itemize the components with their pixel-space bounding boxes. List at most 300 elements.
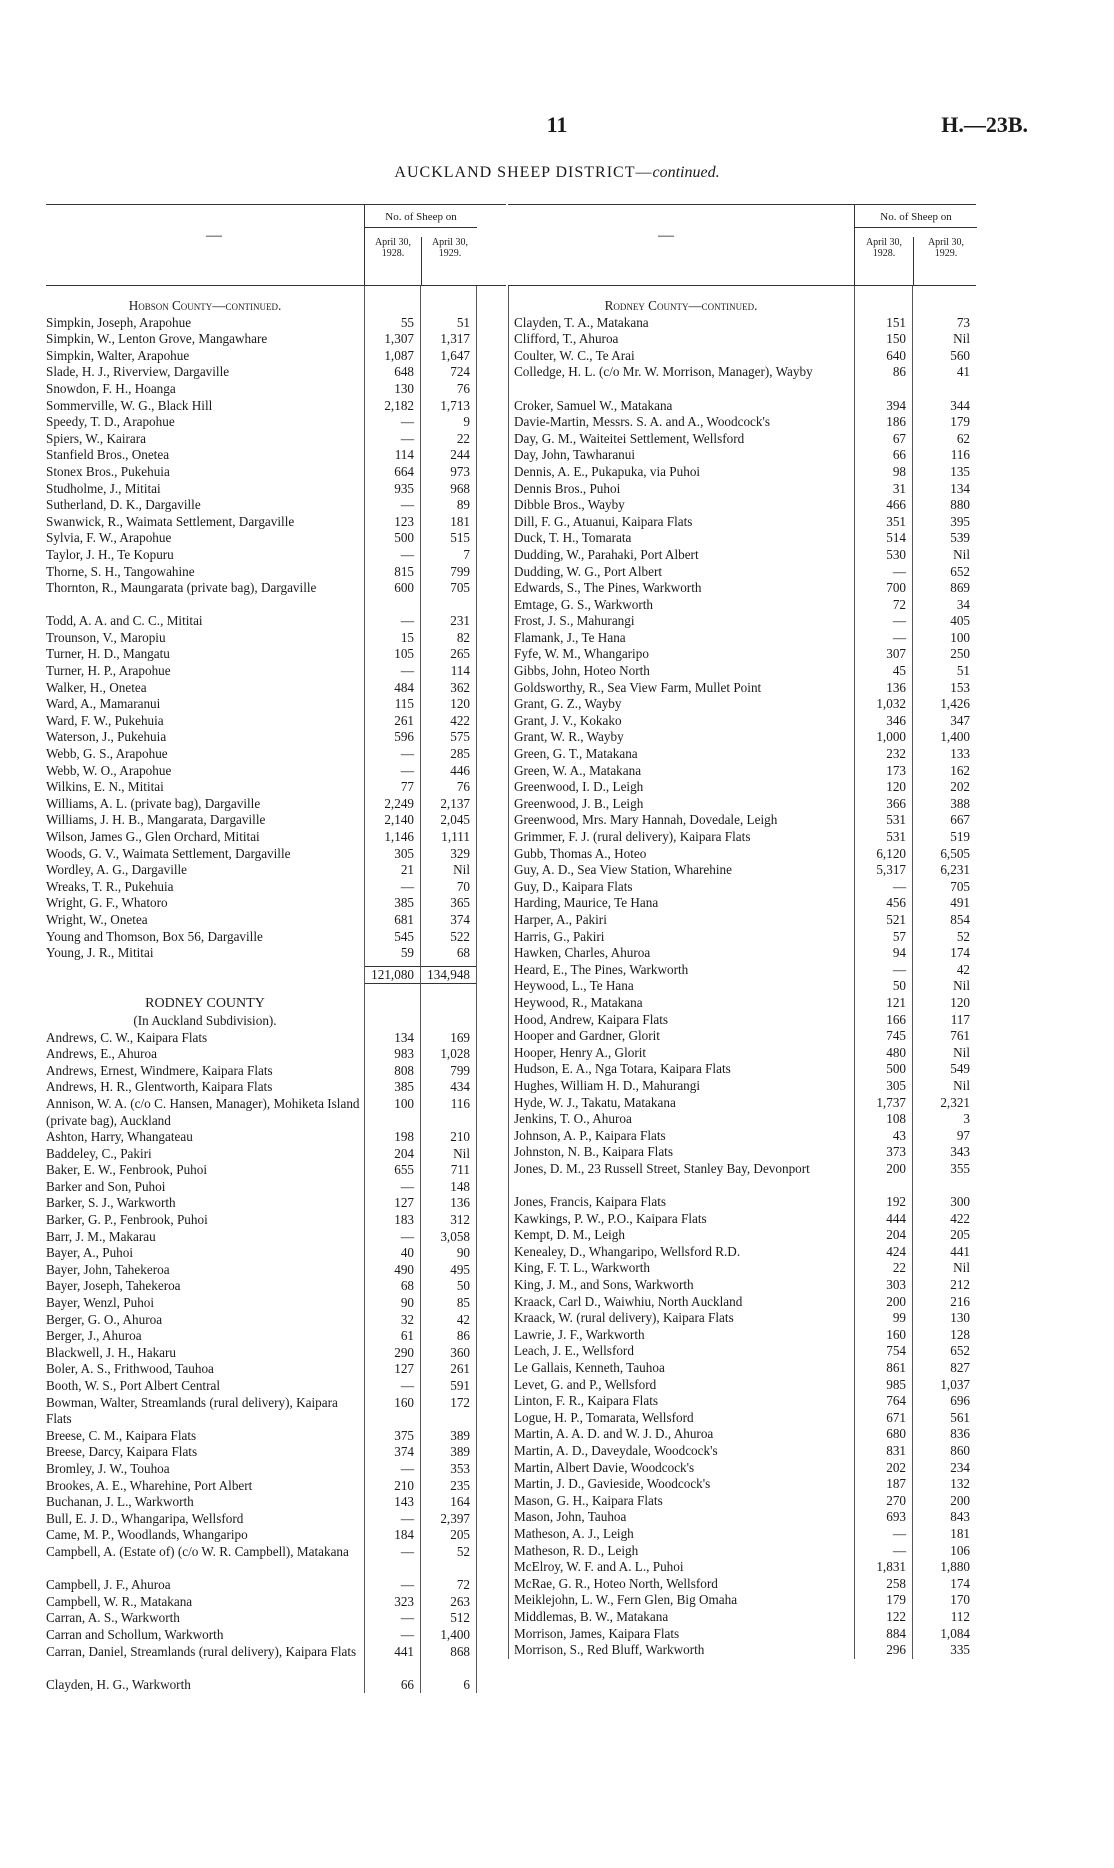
- table-row: [46, 945, 506, 962]
- table-row: [508, 1061, 976, 1078]
- sheep-1928: 210: [394, 1477, 414, 1493]
- holder-name: Bayer, Wenzl, Puhoi: [46, 1295, 155, 1311]
- sheep-1928: —: [892, 629, 906, 645]
- sheep-1928: 983: [394, 1046, 414, 1062]
- table-row: [508, 398, 976, 415]
- sheep-1929: 362: [450, 679, 470, 695]
- holder-name: Goldsworthy, R., Sea View Farm, Mullet Point: [514, 679, 762, 695]
- sheep-count-header: [364, 205, 477, 285]
- holder-name: Swanwick, R., Waimata Settlement, Dargaville: [46, 513, 295, 529]
- sheep-1929: 2,137: [440, 795, 470, 811]
- col-1928-header: April 30, 1928.: [374, 237, 412, 259]
- sheep-1929: Nil: [953, 1044, 970, 1060]
- table-row: [508, 879, 976, 896]
- sheep-1929: 250: [950, 646, 970, 662]
- sheep-1929: 560: [950, 347, 970, 363]
- sheep-1929: 405: [950, 613, 970, 629]
- sheep-1929: 51: [956, 663, 970, 679]
- sheep-1928: 764: [886, 1393, 906, 1409]
- sheep-1928: —: [892, 878, 906, 894]
- sheep-1928: —: [400, 1378, 414, 1393]
- sheep-1929: 202: [950, 779, 970, 795]
- sheep-1929: 73: [956, 314, 970, 330]
- sheep-1928: 204: [394, 1145, 414, 1161]
- sheep-1928: 59: [400, 945, 414, 961]
- sheep-1929: 434: [450, 1079, 470, 1095]
- holder-name: Kawkings, P. W., P.O., Kaipara Flats: [514, 1210, 707, 1226]
- sheep-1928: 831: [886, 1442, 906, 1458]
- holder-name: Greenwood, Mrs. Mary Hannah, Dovedale, Leigh: [514, 812, 778, 828]
- sheep-1928: 303: [886, 1277, 906, 1293]
- sheep-1929: 395: [950, 513, 970, 529]
- sheep-1929: 34: [956, 596, 970, 612]
- sheep-1929: 205: [950, 1227, 970, 1243]
- table-row: [508, 812, 976, 829]
- holder-name: Carran, A. S., Warkworth: [46, 1610, 180, 1626]
- holder-name: Walker, H., Onetea: [46, 679, 147, 695]
- holder-name: Andrews, E., Ahuroa: [46, 1046, 157, 1062]
- table-row: [46, 1129, 506, 1146]
- sheep-1929: 1,317: [440, 331, 470, 347]
- sheep-1928: 307: [886, 646, 906, 662]
- holder-name: Morrison, S., Red Bluff, Warkworth: [514, 1642, 705, 1658]
- sheep-1928: 1,737: [876, 1094, 906, 1110]
- table-row: [508, 1410, 976, 1427]
- sheep-1928: 204: [886, 1227, 906, 1243]
- sheep-1928: 1,831: [876, 1559, 906, 1575]
- sheep-1928: 305: [886, 1077, 906, 1093]
- sheep-1929: 263: [450, 1593, 470, 1609]
- sheep-1928: 2,140: [384, 812, 414, 828]
- sheep-1929: 389: [450, 1427, 470, 1443]
- table-row: [46, 1096, 506, 1129]
- table-row: [508, 331, 976, 348]
- holder-name: Ward, F. W., Pukehuia: [46, 712, 164, 728]
- table-row: [508, 1028, 976, 1045]
- holder-name: Barr, J. M., Makarau: [46, 1228, 156, 1244]
- sheep-1928: 385: [394, 895, 414, 911]
- sheep-1928: 884: [886, 1625, 906, 1641]
- sheep-1929: 561: [950, 1409, 970, 1425]
- holder-name: Simpkin, Joseph, Arapohue: [46, 314, 192, 330]
- holder-name: Kraack, W. (rural delivery), Kaipara Flats: [514, 1310, 734, 1326]
- sheep-1928: 514: [886, 530, 906, 546]
- table-row: [46, 1245, 506, 1262]
- holder-name: Harper, A., Pakiri: [514, 911, 607, 927]
- sheep-1929: 212: [950, 1277, 970, 1293]
- holder-name: Andrews, Ernest, Windmere, Kaipara Flats: [46, 1062, 273, 1078]
- sheep-1928: 22: [892, 1260, 906, 1276]
- sheep-1928: 640: [886, 347, 906, 363]
- sheep-1928: 151: [886, 314, 906, 330]
- sheep-1929: 174: [950, 945, 970, 961]
- holder-name: Clayden, T. A., Matakana: [514, 314, 649, 330]
- sheep-1928: 66: [400, 1676, 414, 1692]
- sheep-1928: 67: [892, 430, 906, 446]
- sheep-1929: 234: [950, 1459, 970, 1475]
- table-row: [46, 746, 506, 763]
- sheep-1929: 72: [456, 1577, 470, 1593]
- holder-name: Flamank, J., Te Hana: [514, 629, 626, 645]
- sheep-1928: 50: [892, 978, 906, 994]
- sheep-1929: 216: [950, 1293, 970, 1309]
- table-row: [508, 1592, 976, 1609]
- table-row: [46, 1544, 506, 1577]
- sheep-1928: 173: [886, 762, 906, 778]
- table-row: [508, 846, 976, 863]
- sheep-1929: 135: [950, 463, 970, 479]
- sheep-1929: 134: [950, 480, 970, 496]
- sheep-1929: 1,111: [441, 829, 470, 844]
- table-row: [508, 995, 976, 1012]
- sheep-1928: 296: [886, 1642, 906, 1658]
- sheep-1928: 86: [892, 364, 906, 380]
- sheep-1928: 545: [394, 928, 414, 944]
- table-row: [508, 680, 976, 697]
- sheep-1928: —: [892, 1542, 906, 1558]
- sheep-1928: —: [400, 1626, 414, 1642]
- table-row: [46, 829, 506, 846]
- table-row: [508, 1260, 976, 1277]
- holder-name: Grant, G. Z., Wayby: [514, 696, 622, 712]
- holder-name: Booth, W. S., Port Albert Central: [46, 1378, 221, 1393]
- sheep-1928: 441: [394, 1643, 414, 1659]
- holder-name: Breese, C. M., Kaipara Flats: [46, 1427, 197, 1443]
- sheep-1929: 347: [950, 712, 970, 728]
- sheep-1928: 424: [886, 1243, 906, 1259]
- table-row: [46, 564, 506, 581]
- sheep-1928: 754: [886, 1343, 906, 1359]
- sheep-1928: 100: [394, 1095, 414, 1111]
- sheep-1928: 130: [394, 380, 414, 396]
- sheep-1928: 120: [886, 779, 906, 795]
- table-row: [508, 447, 976, 464]
- table-row: [46, 1345, 506, 1362]
- table-row: [46, 1395, 506, 1428]
- col-1929-header: April 30, 1929.: [913, 237, 978, 285]
- table-row: [46, 497, 506, 514]
- holder-name: Waterson, J., Pukehuia: [46, 729, 167, 745]
- sheep-1928: 815: [394, 563, 414, 579]
- holder-name: Barker, S. J., Warkworth: [46, 1195, 176, 1211]
- table-row: [508, 1609, 976, 1626]
- sheep-1928: 484: [394, 679, 414, 695]
- sheep-1928: 136: [886, 679, 906, 695]
- sheep-1929: Nil: [953, 331, 970, 347]
- sheep-1928: —: [892, 563, 906, 579]
- sheep-1928: 200: [886, 1160, 906, 1176]
- sheep-1928: —: [400, 1460, 414, 1476]
- table-row: [508, 746, 976, 763]
- holder-name: Linton, F. R., Kaipara Flats: [514, 1393, 658, 1409]
- sheep-1928: 179: [886, 1592, 906, 1608]
- sheep-1928: —: [400, 663, 414, 679]
- holder-name: Gibbs, John, Hoteo North: [514, 663, 650, 679]
- holder-name: Bowman, Walter, Streamlands (rural delivery), Kaipara Flats: [46, 1394, 338, 1427]
- sheep-1928: 1,087: [384, 347, 414, 363]
- sheep-1928: 198: [394, 1129, 414, 1145]
- sheep-1929: 1,037: [940, 1376, 970, 1392]
- holder-name: Sylvia, F. W., Arapohue: [46, 530, 172, 546]
- sheep-1929: 365: [450, 895, 470, 911]
- holder-name: Logue, H. P., Tomarata, Wellsford: [514, 1409, 694, 1425]
- holder-name: Greenwood, I. D., Leigh: [514, 779, 644, 795]
- table-row: [46, 1577, 506, 1594]
- sheep-1928: 531: [886, 829, 906, 844]
- sheep-1929: 205: [450, 1527, 470, 1543]
- holder-name: Sutherland, D. K., Dargaville: [46, 497, 201, 513]
- sheep-1929: 41: [956, 364, 970, 380]
- sheep-1928: —: [400, 1178, 414, 1194]
- sheep-1929: 549: [950, 1061, 970, 1077]
- page-title: [0, 164, 1114, 182]
- sheep-1929: 162: [950, 762, 970, 778]
- sheep-1928: 700: [886, 580, 906, 596]
- holder-name: Middlemas, B. W., Matakana: [514, 1608, 669, 1624]
- sheep-1929: 116: [450, 1095, 470, 1111]
- sheep-1928: —: [400, 546, 414, 562]
- table-row: [508, 862, 976, 879]
- sheep-1929: Nil: [953, 546, 970, 562]
- sheep-1928: 15: [400, 629, 414, 645]
- table-row: [46, 912, 506, 929]
- sheep-1929: 42: [956, 961, 970, 977]
- sheep-1929: 6: [463, 1676, 470, 1692]
- holder-name: Levet, G. and P., Wellsford: [514, 1376, 657, 1392]
- table-row: [508, 646, 976, 663]
- sheep-1928: 143: [394, 1494, 414, 1510]
- sheep-1929: 120: [450, 696, 470, 712]
- sheep-1928: —: [892, 1525, 906, 1541]
- sheep-1929: Nil: [453, 1145, 470, 1161]
- holder-name: Dudding, W. G., Port Albert: [514, 563, 662, 579]
- table-row: [508, 1443, 976, 1460]
- table-row: [508, 945, 976, 962]
- holder-name: Mason, G. H., Kaipara Flats: [514, 1492, 663, 1508]
- table-row: [46, 729, 506, 746]
- sheep-1928: 394: [886, 397, 906, 413]
- sheep-1928: 127: [394, 1361, 414, 1377]
- table-row: [508, 364, 976, 397]
- sheep-1929: 261: [450, 1361, 470, 1377]
- holder-name: Grimmer, F. J. (rural delivery), Kaipara Flats: [514, 829, 751, 844]
- sheep-1929: 2,045: [440, 812, 470, 828]
- holder-name: Harding, Maurice, Te Hana: [514, 895, 659, 911]
- sheep-1929: 112: [950, 1608, 970, 1624]
- table-row: [46, 1627, 506, 1644]
- sheep-1928: 150: [886, 331, 906, 347]
- sheep-1929: 148: [450, 1178, 470, 1194]
- holder-name: Young, J. R., Mititai: [46, 945, 154, 961]
- table-row: [46, 812, 506, 829]
- sheep-1929: 1,713: [440, 397, 470, 413]
- table-row: [46, 1262, 506, 1279]
- sheep-1929: 170: [950, 1592, 970, 1608]
- table-row: [46, 1295, 506, 1312]
- sheep-1928: —: [400, 497, 414, 513]
- table-row: [508, 1310, 976, 1327]
- hobson-heading: Hobson County—continued.: [128, 298, 282, 313]
- sheep-1929: 7: [463, 546, 470, 562]
- sheep-1929: 244: [450, 447, 470, 463]
- table-row: [46, 1361, 506, 1378]
- table-row: [46, 1594, 506, 1611]
- table-row: [508, 1526, 976, 1543]
- table-row: [508, 414, 976, 431]
- sheep-1928: 655: [394, 1162, 414, 1178]
- holder-name: Brookes, A. E., Wharehine, Port Albert: [46, 1477, 253, 1493]
- holder-name: Berger, J., Ahuroa: [46, 1328, 142, 1344]
- table-row: [508, 547, 976, 564]
- sheep-1929: 89: [456, 497, 470, 513]
- sheep-1929: 174: [950, 1575, 970, 1591]
- holder-name: Jenkins, T. O., Ahuroa: [514, 1111, 632, 1127]
- sheep-1929: 515: [450, 530, 470, 546]
- holder-name: Williams, A. L. (private bag), Dargaville: [46, 795, 261, 811]
- table-row: [508, 1327, 976, 1344]
- holder-name: Hood, Andrew, Kaipara Flats: [514, 1011, 669, 1027]
- table-row: [508, 962, 976, 979]
- sheep-1929: 120: [950, 994, 970, 1010]
- table-row: [508, 1426, 976, 1443]
- holder-name: Heard, E., The Pines, Warkworth: [514, 961, 689, 977]
- table-row: [46, 1610, 506, 1627]
- holder-name: Came, M. P., Woodlands, Whangaripo: [46, 1527, 248, 1543]
- sheep-1928: 500: [394, 530, 414, 546]
- sheep-1929: 799: [450, 1062, 470, 1078]
- holder-name: Johnson, A. P., Kaipara Flats: [514, 1127, 666, 1143]
- table-row: [46, 1312, 506, 1329]
- table-row: [508, 1144, 976, 1161]
- sheep-1929: 843: [950, 1509, 970, 1525]
- sheep-1928: —: [400, 878, 414, 894]
- holder-name: McRae, G. R., Hoteo North, Wellsford: [514, 1575, 718, 1591]
- table-row: [508, 1343, 976, 1360]
- table-row: [508, 829, 976, 846]
- table-row: [508, 1128, 976, 1145]
- sheep-1928: 184: [394, 1527, 414, 1543]
- sheep-1928: 600: [394, 580, 414, 596]
- sheep-1928: 115: [394, 696, 414, 712]
- sheep-1929: 82: [456, 629, 470, 645]
- table-row: [508, 912, 976, 929]
- sheep-1929: 652: [950, 1343, 970, 1359]
- sheep-1928: 45: [892, 663, 906, 679]
- sheep-1929: 114: [450, 663, 470, 679]
- table-row: [508, 348, 976, 365]
- sheep-1929: 50: [456, 1278, 470, 1294]
- holder-name: Webb, W. O., Arapohue: [46, 762, 172, 778]
- sheep-1929: 172: [450, 1394, 470, 1410]
- holder-name: Williams, J. H. B., Mangarata, Dargaville: [46, 812, 266, 828]
- sheep-1928: 693: [886, 1509, 906, 1525]
- table-row: [46, 663, 506, 680]
- table-row: [508, 763, 976, 780]
- holder-name: Jones, Francis, Kaipara Flats: [514, 1194, 666, 1210]
- sheep-1929: 42: [456, 1311, 470, 1327]
- sheep-1928: —: [400, 1610, 414, 1626]
- holder-name: Guy, A. D., Sea View Station, Wharehine: [514, 862, 732, 878]
- table-row: [46, 1428, 506, 1445]
- title-main: AUCKLAND SHEEP DISTRICT—: [394, 164, 653, 181]
- table-row: [508, 1277, 976, 1294]
- holder-name: Wordley, A. G., Dargaville: [46, 862, 188, 878]
- holder-name: King, J. M., and Sons, Warkworth: [514, 1277, 694, 1293]
- holder-name: Davie-Martin, Messrs. S. A. and A., Woodcock's: [514, 414, 771, 430]
- sheep-1929: 51: [456, 314, 470, 330]
- sheep-1929: 389: [450, 1444, 470, 1460]
- sheep-1929: 344: [950, 397, 970, 413]
- sheep-1929: 422: [450, 712, 470, 728]
- sheep-1928: 66: [892, 447, 906, 463]
- hobson-rows: [46, 315, 506, 962]
- table-row: [508, 481, 976, 498]
- sheep-1929: 711: [450, 1162, 470, 1178]
- sheep-1928: 1,307: [384, 331, 414, 347]
- sheep-1928: 664: [394, 463, 414, 479]
- table-row: [46, 1195, 506, 1212]
- table-row: [46, 481, 506, 498]
- sheep-1929: 880: [950, 497, 970, 513]
- sheep-1929: 70: [456, 878, 470, 894]
- sheep-1929: 652: [950, 563, 970, 579]
- sheep-1928: 480: [886, 1044, 906, 1060]
- sheep-1929: 973: [450, 463, 470, 479]
- sheep-1928: —: [400, 1510, 414, 1526]
- holder-name: Carran and Schollum, Warkworth: [46, 1626, 224, 1642]
- sheep-1929: 1,400: [440, 1626, 470, 1642]
- holder-name: Wilkins, E. N., Mititai: [46, 779, 164, 795]
- sheep-1929: 116: [950, 447, 970, 463]
- holder-name: Breese, Darcy, Kaipara Flats: [46, 1444, 198, 1460]
- sheep-1928: 57: [892, 928, 906, 944]
- sheep-1929: 360: [450, 1344, 470, 1360]
- sheep-1929: 1,400: [940, 729, 970, 745]
- table-row: [508, 978, 976, 995]
- holder-name: Kempt, D. M., Leigh: [514, 1227, 625, 1243]
- sheep-1928: 323: [394, 1593, 414, 1609]
- table-row: [508, 895, 976, 912]
- table-row: [46, 1063, 506, 1080]
- sheep-1929: 705: [450, 580, 470, 596]
- sheep-1928: 32: [400, 1311, 414, 1327]
- sheep-1928: 861: [886, 1360, 906, 1375]
- hobson-total-1928: 121,080: [371, 966, 414, 982]
- sheep-1928: 21: [400, 862, 414, 878]
- sheep-1928: 596: [394, 729, 414, 745]
- sheep-1929: 132: [950, 1476, 970, 1492]
- sheep-1928: 94: [892, 945, 906, 961]
- holder-name: Spiers, W., Kairara: [46, 430, 146, 446]
- sheep-1928: 192: [886, 1194, 906, 1210]
- sheep-1929: 799: [450, 563, 470, 579]
- holder-name: Green, W. A., Matakana: [514, 762, 642, 778]
- sheep-1928: 200: [886, 1293, 906, 1309]
- table-row: [46, 1162, 506, 1179]
- table-row: [508, 514, 976, 531]
- left-table-header: [46, 204, 506, 286]
- holder-name: Green, G. T., Matakana: [514, 746, 638, 762]
- sheep-1928: 43: [892, 1127, 906, 1143]
- holder-name: Speedy, T. D., Arapohue: [46, 414, 175, 430]
- table-row: [46, 1278, 506, 1295]
- header-dash: —: [658, 227, 674, 244]
- left-table-body: [46, 286, 506, 1693]
- sheep-1928: 290: [394, 1344, 414, 1360]
- holder-name: Turner, H. P., Arapohue: [46, 663, 171, 679]
- holder-name: Wilson, James G., Glen Orchard, Mititai: [46, 829, 260, 844]
- holder-name: Martin, J. D., Gavieside, Woodcock's: [514, 1476, 711, 1492]
